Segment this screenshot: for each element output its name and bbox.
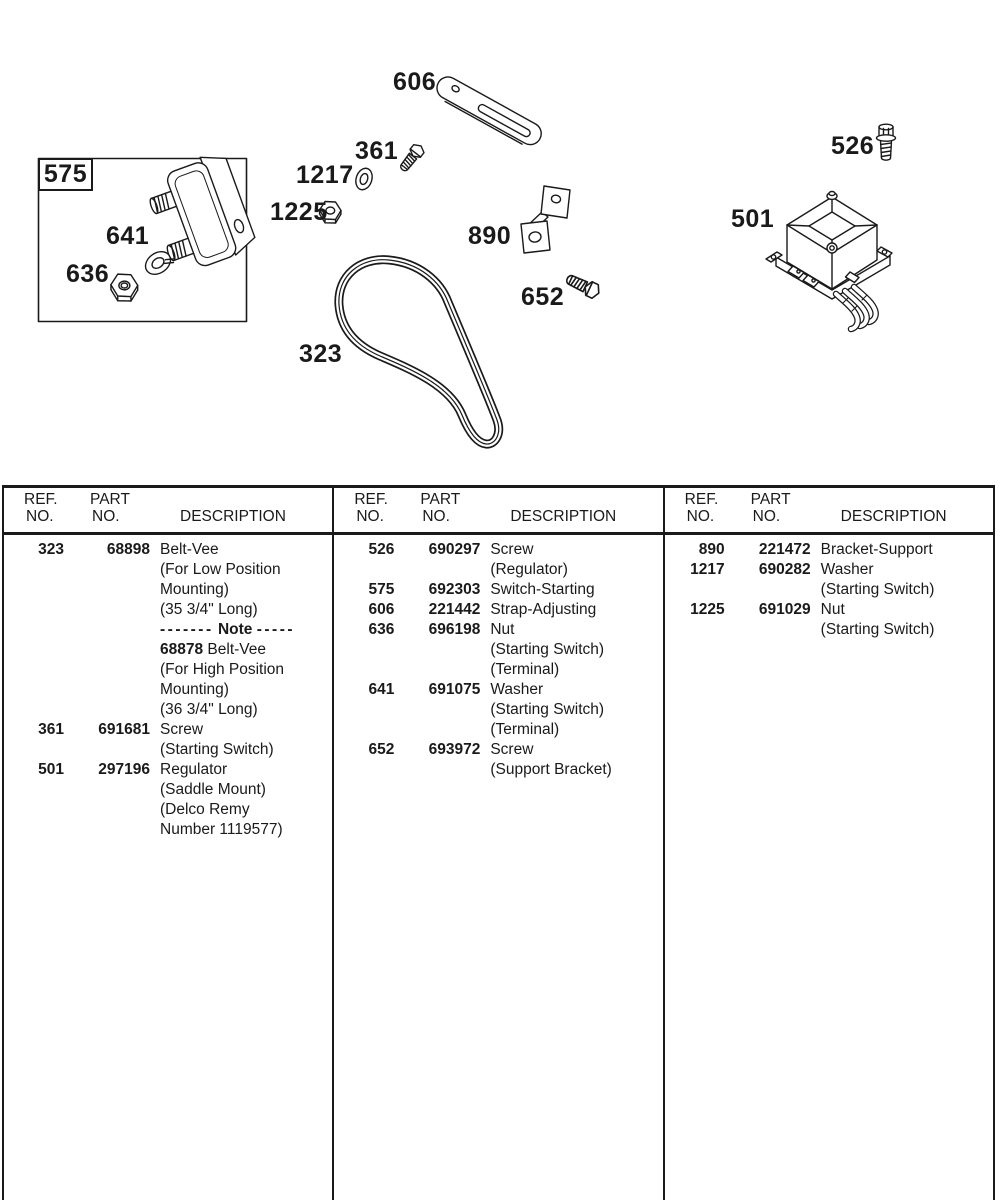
part-no-cell <box>70 600 150 620</box>
ref-no-cell: 501 <box>38 761 64 778</box>
table-row <box>4 620 332 640</box>
table-body <box>334 532 662 780</box>
description-cell: (Terminal) <box>490 721 560 738</box>
belt-vee-323-drawing <box>339 260 499 444</box>
part-no-cell <box>400 700 480 720</box>
part-label-1225: 1225 <box>270 198 328 226</box>
regulator-501-drawing <box>766 192 892 330</box>
part-no-cell: 691029 <box>758 601 811 618</box>
table-row <box>665 580 993 600</box>
ref-no-header: REF. <box>354 491 388 508</box>
table-row <box>4 660 332 680</box>
part-no-cell <box>70 620 150 640</box>
description-cell: (For High Position <box>160 661 285 678</box>
table-row <box>4 540 332 560</box>
table-header <box>334 488 662 532</box>
screw-652-drawing <box>564 272 602 300</box>
ref-no-cell <box>334 760 394 780</box>
screw-361-drawing <box>397 142 426 174</box>
part-no-cell: 68898 <box>106 541 150 558</box>
description-cell: Mounting) <box>160 681 229 698</box>
part-no-cell <box>400 720 480 740</box>
washer-1217-drawing <box>353 166 375 192</box>
ref-no-header: NO. <box>686 508 715 525</box>
description-header: DESCRIPTION <box>180 508 286 525</box>
nut-636-drawing <box>111 274 138 301</box>
ref-no-cell <box>4 580 64 600</box>
ref-no-cell <box>334 560 394 580</box>
part-no-header: PART <box>90 491 130 508</box>
part-label-890: 890 <box>468 222 512 250</box>
part-label-1217: 1217 <box>296 161 354 189</box>
description-cell: Mounting) <box>160 581 229 598</box>
description-cell: Number 1119577) <box>160 821 283 838</box>
table-header <box>4 488 332 532</box>
part-no-cell <box>70 700 150 720</box>
ref-no-cell <box>4 640 64 660</box>
description-cell: (Starting Switch) <box>820 621 935 638</box>
description-header: DESCRIPTION <box>510 508 617 525</box>
table-row <box>334 560 662 580</box>
table-row <box>4 740 332 760</box>
table-row <box>4 700 332 720</box>
ref-no-cell <box>334 640 394 660</box>
part-no-cell <box>400 640 480 660</box>
ref-no-cell <box>4 560 64 580</box>
table-row <box>334 640 662 660</box>
part-label-652: 652 <box>521 283 565 311</box>
ref-no-cell: 526 <box>368 541 395 558</box>
table-row <box>4 820 332 840</box>
part-label-606: 606 <box>393 68 437 96</box>
table-row <box>665 620 993 640</box>
description-cell: Bracket-Support <box>820 541 933 558</box>
bracket-support-890-drawing <box>521 186 570 253</box>
ref-no-cell: 323 <box>38 541 64 558</box>
ref-no-cell <box>665 580 725 600</box>
ref-no-cell <box>4 700 64 720</box>
part-no-cell <box>70 740 150 760</box>
part-label-501: 501 <box>731 205 775 233</box>
table-row <box>665 600 993 620</box>
description-cell: Regulator <box>160 761 228 778</box>
table-row <box>4 600 332 620</box>
description-cell: Screw <box>490 541 534 558</box>
description-cell: Washer <box>490 681 544 698</box>
description-cell: Washer <box>820 561 874 578</box>
ref-no-cell: 1225 <box>690 601 725 618</box>
part-no-header: NO. <box>92 508 120 525</box>
part-no-cell <box>400 660 480 680</box>
part-no-cell <box>70 640 150 660</box>
table-row <box>334 540 662 560</box>
part-no-cell: 691681 <box>98 721 150 738</box>
part-label-575: 575 <box>38 158 93 191</box>
table-row <box>4 680 332 700</box>
ref-no-cell <box>665 620 725 640</box>
header-divider <box>4 532 993 535</box>
description-cell: Belt-Vee <box>160 541 219 558</box>
part-no-cell <box>70 560 150 580</box>
description-cell: (For Low Position <box>160 561 281 578</box>
ref-no-cell <box>4 780 64 800</box>
table-row <box>334 620 662 640</box>
table-row <box>4 800 332 820</box>
table-row <box>334 680 662 700</box>
description-cell: (Saddle Mount) <box>160 781 266 798</box>
ref-no-cell: 1217 <box>690 561 725 578</box>
table-row <box>334 600 662 620</box>
part-no-cell: 221472 <box>758 541 811 558</box>
table-body <box>665 532 993 640</box>
table-row <box>334 760 662 780</box>
parts-table-column-1 <box>4 488 332 1200</box>
table-row <box>334 700 662 720</box>
screw-526-drawing <box>877 124 896 160</box>
table-body <box>4 532 332 840</box>
table-row <box>4 760 332 780</box>
table-row <box>4 780 332 800</box>
table-row <box>334 660 662 680</box>
part-no-header: NO. <box>752 508 781 525</box>
ref-no-cell <box>4 660 64 680</box>
part-no-cell: 221442 <box>428 601 481 618</box>
description-cell: (35 3/4" Long) <box>160 601 258 618</box>
description-cell: Strap-Adjusting <box>490 601 597 618</box>
description-cell: (Regulator) <box>490 561 568 578</box>
exploded-parts-diagram <box>0 0 1000 485</box>
table-row <box>334 580 662 600</box>
part-no-cell: 690297 <box>428 541 481 558</box>
part-no-cell <box>70 680 150 700</box>
table-row <box>334 740 662 760</box>
ref-no-cell <box>4 740 64 760</box>
table-row <box>4 720 332 740</box>
part-no-cell: 691075 <box>428 681 481 698</box>
ref-no-header: REF. <box>684 491 719 508</box>
ref-no-cell: 641 <box>368 681 395 698</box>
description-cell: (Starting Switch) <box>160 741 274 758</box>
table-row <box>665 540 993 560</box>
part-no-cell <box>70 580 150 600</box>
description-cell: Nut <box>820 601 845 618</box>
description-cell: (Terminal) <box>490 661 560 678</box>
ref-no-cell <box>4 820 64 840</box>
description-cell: (Starting Switch) <box>490 641 605 658</box>
part-no-cell <box>731 580 811 600</box>
part-no-header: PART <box>750 491 791 508</box>
part-no-header: PART <box>420 491 461 508</box>
description-cell: ------- Note ----- <box>160 621 296 638</box>
part-no-header: NO. <box>422 508 450 525</box>
description-cell: Screw <box>490 741 534 758</box>
ref-no-cell: 606 <box>368 601 395 618</box>
description-cell: Switch-Starting <box>490 581 595 598</box>
part-label-526: 526 <box>831 132 875 160</box>
part-no-cell: 696198 <box>428 621 481 638</box>
table-row <box>4 560 332 580</box>
ref-no-cell: 652 <box>368 741 395 758</box>
ref-no-header: NO. <box>26 508 54 525</box>
ref-no-cell <box>334 660 394 680</box>
description-cell: 68878 Belt-Vee <box>160 641 267 658</box>
ref-no-header: REF. <box>24 491 58 508</box>
part-label-641: 641 <box>106 222 150 250</box>
part-no-cell: 297196 <box>98 761 150 778</box>
description-header: DESCRIPTION <box>840 508 947 525</box>
ref-no-cell <box>4 680 64 700</box>
description-cell: (36 3/4" Long) <box>160 701 258 718</box>
part-no-cell: 692303 <box>428 581 481 598</box>
part-no-cell <box>70 820 150 840</box>
ref-no-cell: 636 <box>368 621 395 638</box>
description-cell: (Starting Switch) <box>490 701 605 718</box>
part-no-cell: 693972 <box>428 741 481 758</box>
part-no-cell <box>70 780 150 800</box>
ref-no-cell: 575 <box>368 581 395 598</box>
part-label-361: 361 <box>355 137 399 165</box>
part-no-cell <box>70 660 150 680</box>
part-no-cell <box>400 760 480 780</box>
table-header <box>665 488 993 532</box>
parts-table-column-2 <box>332 488 662 1200</box>
ref-no-cell <box>4 600 64 620</box>
ref-no-cell <box>4 620 64 640</box>
description-cell: (Support Bracket) <box>490 761 612 778</box>
ref-no-cell: 890 <box>698 541 725 558</box>
part-no-cell <box>400 560 480 580</box>
parts-table-column-3 <box>663 488 993 1200</box>
part-label-636: 636 <box>66 260 110 288</box>
table-row <box>4 580 332 600</box>
ref-no-cell <box>334 720 394 740</box>
description-cell: Screw <box>160 721 204 738</box>
part-no-cell <box>731 620 811 640</box>
table-row <box>4 640 332 660</box>
table-row <box>665 560 993 580</box>
ref-no-cell <box>4 800 64 820</box>
ref-no-cell <box>334 700 394 720</box>
description-cell: (Starting Switch) <box>820 581 935 598</box>
part-no-cell: 690282 <box>758 561 811 578</box>
part-no-cell <box>70 800 150 820</box>
table-row <box>334 720 662 740</box>
description-cell: (Delco Remy <box>160 801 250 818</box>
ref-no-header: NO. <box>356 508 384 525</box>
part-label-323: 323 <box>299 340 343 368</box>
parts-table <box>2 485 995 1200</box>
ref-no-cell: 361 <box>38 721 64 738</box>
strap-adjusting-606-drawing <box>432 73 545 150</box>
description-cell: Nut <box>490 621 515 638</box>
